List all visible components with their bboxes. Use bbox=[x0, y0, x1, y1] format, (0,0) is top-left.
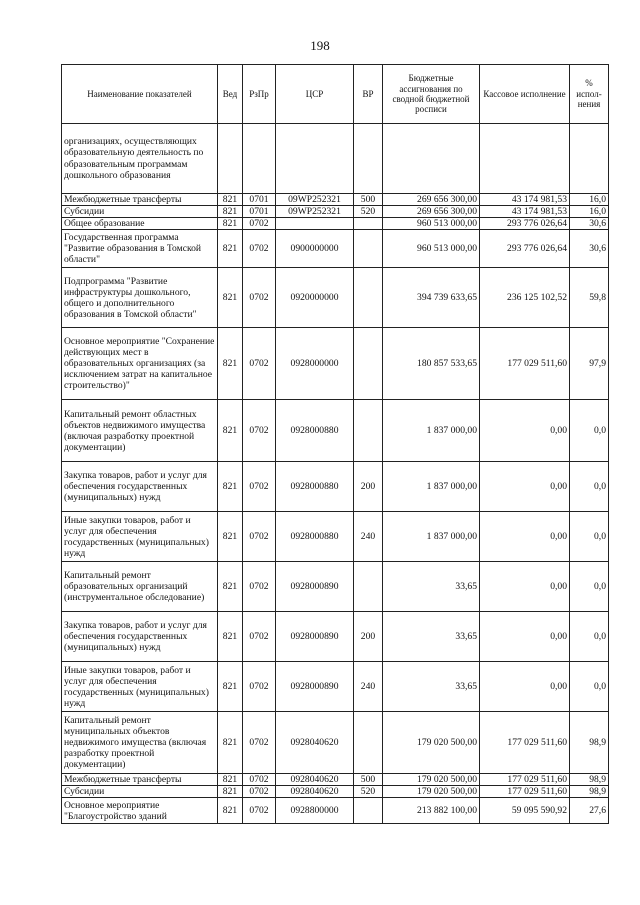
cell-cash: 293 776 026,64 bbox=[480, 230, 570, 268]
cell-csr: 0928040620 bbox=[276, 774, 354, 786]
cell-cash: 43 174 981,53 bbox=[480, 194, 570, 206]
table-body bbox=[62, 124, 609, 824]
cell-budget: 1 837 000,00 bbox=[383, 512, 480, 562]
cell-vr bbox=[354, 328, 383, 400]
cell-ved: 821 bbox=[218, 400, 243, 462]
table-row bbox=[62, 124, 609, 194]
cell-ved: 821 bbox=[218, 786, 243, 798]
cell-rzpr bbox=[243, 124, 276, 194]
cell-ved: 821 bbox=[218, 218, 243, 230]
cell-pct: 0,0 bbox=[570, 612, 609, 662]
cell-name: организациях, осуществляющих образовательную деятельность по образовательным программам дошкольного образования bbox=[62, 124, 218, 194]
cell-rzpr: 0701 bbox=[243, 194, 276, 206]
cell-budget: 179 020 500,00 bbox=[383, 774, 480, 786]
header-cash: Кассовое исполнение bbox=[480, 65, 570, 124]
cell-ved: 821 bbox=[218, 194, 243, 206]
table-row bbox=[62, 612, 609, 662]
cell-csr: 0928040620 bbox=[276, 786, 354, 798]
cell-name: Государственная программа "Развитие образования в Томской области" bbox=[62, 230, 218, 268]
cell-csr: 09WP252321 bbox=[276, 206, 354, 218]
cell-name: Капитальный ремонт муниципальных объектов недвижимого имущества (включая разработку проектной документации) bbox=[62, 712, 218, 774]
cell-csr: 0928000880 bbox=[276, 400, 354, 462]
cell-pct: 0,0 bbox=[570, 512, 609, 562]
cell-name: Субсидии bbox=[62, 786, 218, 798]
cell-budget: 960 513 000,00 bbox=[383, 230, 480, 268]
cell-ved: 821 bbox=[218, 206, 243, 218]
cell-name: Капитальный ремонт областных объектов недвижимого имущества (включая разработку проектной документации) bbox=[62, 400, 218, 462]
cell-csr: 0928000000 bbox=[276, 328, 354, 400]
table-row bbox=[62, 400, 609, 462]
cell-csr: 0928000880 bbox=[276, 462, 354, 512]
cell-budget: 33,65 bbox=[383, 612, 480, 662]
cell-vr: 500 bbox=[354, 194, 383, 206]
cell-name: Основное мероприятие "Благоустройство зданий bbox=[62, 798, 218, 824]
cell-rzpr: 0702 bbox=[243, 268, 276, 328]
cell-pct: 0,0 bbox=[570, 400, 609, 462]
budget-execution-table bbox=[61, 64, 609, 824]
table-row bbox=[62, 328, 609, 400]
cell-csr: 0900000000 bbox=[276, 230, 354, 268]
cell-cash: 177 029 511,60 bbox=[480, 328, 570, 400]
cell-ved: 821 bbox=[218, 462, 243, 512]
cell-rzpr: 0702 bbox=[243, 400, 276, 462]
cell-budget: 213 882 100,00 bbox=[383, 798, 480, 824]
cell-rzpr: 0702 bbox=[243, 712, 276, 774]
cell-pct: 30,6 bbox=[570, 218, 609, 230]
cell-budget: 269 656 300,00 bbox=[383, 206, 480, 218]
cell-csr: 0928040620 bbox=[276, 712, 354, 774]
table-row bbox=[62, 662, 609, 712]
cell-rzpr: 0702 bbox=[243, 798, 276, 824]
cell-pct: 98,9 bbox=[570, 774, 609, 786]
header-pct: % испол-нения bbox=[570, 65, 609, 124]
cell-cash: 0,00 bbox=[480, 562, 570, 612]
cell-vr bbox=[354, 268, 383, 328]
cell-pct: 59,8 bbox=[570, 268, 609, 328]
cell-budget: 180 857 533,65 bbox=[383, 328, 480, 400]
cell-cash: 43 174 981,53 bbox=[480, 206, 570, 218]
cell-budget: 269 656 300,00 bbox=[383, 194, 480, 206]
cell-cash: 0,00 bbox=[480, 512, 570, 562]
cell-cash: 177 029 511,60 bbox=[480, 712, 570, 774]
table-row bbox=[62, 206, 609, 218]
cell-rzpr: 0701 bbox=[243, 206, 276, 218]
cell-ved: 821 bbox=[218, 512, 243, 562]
cell-budget bbox=[383, 124, 480, 194]
header-vr: ВР bbox=[354, 65, 383, 124]
cell-cash: 293 776 026,64 bbox=[480, 218, 570, 230]
table-header-row bbox=[62, 65, 609, 124]
cell-vr: 200 bbox=[354, 612, 383, 662]
cell-csr bbox=[276, 124, 354, 194]
cell-budget: 33,65 bbox=[383, 562, 480, 612]
cell-name: Субсидии bbox=[62, 206, 218, 218]
table-row bbox=[62, 462, 609, 512]
table-row bbox=[62, 268, 609, 328]
cell-name: Межбюджетные трансферты bbox=[62, 194, 218, 206]
table-row bbox=[62, 218, 609, 230]
cell-vr bbox=[354, 562, 383, 612]
cell-pct: 16,0 bbox=[570, 194, 609, 206]
cell-rzpr: 0702 bbox=[243, 774, 276, 786]
table-row bbox=[62, 712, 609, 774]
table-row bbox=[62, 512, 609, 562]
cell-pct: 0,0 bbox=[570, 662, 609, 712]
table-row bbox=[62, 194, 609, 206]
cell-name: Иные закупки товаров, работ и услуг для обеспечения государственных (муниципальных) нужд bbox=[62, 662, 218, 712]
cell-cash: 177 029 511,60 bbox=[480, 774, 570, 786]
cell-budget: 179 020 500,00 bbox=[383, 712, 480, 774]
cell-name: Межбюджетные трансферты bbox=[62, 774, 218, 786]
cell-rzpr: 0702 bbox=[243, 562, 276, 612]
cell-csr: 0920000000 bbox=[276, 268, 354, 328]
cell-pct: 27,6 bbox=[570, 798, 609, 824]
cell-pct: 98,9 bbox=[570, 712, 609, 774]
cell-rzpr: 0702 bbox=[243, 328, 276, 400]
header-rzpr: РзПр bbox=[243, 65, 276, 124]
cell-rzpr: 0702 bbox=[243, 662, 276, 712]
cell-name: Подпрограмма "Развитие инфраструктуры дошкольного, общего и дополнительного образования в Томской области" bbox=[62, 268, 218, 328]
cell-csr: 09WP252321 bbox=[276, 194, 354, 206]
cell-name: Иные закупки товаров, работ и услуг для обеспечения государственных (муниципальных) нужд bbox=[62, 512, 218, 562]
cell-rzpr: 0702 bbox=[243, 512, 276, 562]
cell-vr: 240 bbox=[354, 662, 383, 712]
table-row bbox=[62, 774, 609, 786]
cell-vr: 520 bbox=[354, 786, 383, 798]
cell-pct: 16,0 bbox=[570, 206, 609, 218]
cell-vr: 500 bbox=[354, 774, 383, 786]
cell-vr bbox=[354, 712, 383, 774]
table-row bbox=[62, 798, 609, 824]
cell-budget: 1 837 000,00 bbox=[383, 462, 480, 512]
cell-ved: 821 bbox=[218, 230, 243, 268]
cell-cash: 0,00 bbox=[480, 662, 570, 712]
table-row bbox=[62, 786, 609, 798]
cell-ved bbox=[218, 124, 243, 194]
cell-ved: 821 bbox=[218, 712, 243, 774]
cell-vr: 520 bbox=[354, 206, 383, 218]
cell-pct: 97,9 bbox=[570, 328, 609, 400]
header-ved: Вед bbox=[218, 65, 243, 124]
cell-pct bbox=[570, 124, 609, 194]
cell-cash: 0,00 bbox=[480, 400, 570, 462]
cell-ved: 821 bbox=[218, 662, 243, 712]
cell-budget: 179 020 500,00 bbox=[383, 786, 480, 798]
cell-vr: 240 bbox=[354, 512, 383, 562]
cell-name: Основное мероприятие "Сохранение действующих мест в образовательных организациях (за исключением затрат на капитальное строительство)" bbox=[62, 328, 218, 400]
cell-ved: 821 bbox=[218, 774, 243, 786]
cell-ved: 821 bbox=[218, 268, 243, 328]
cell-csr: 0928800000 bbox=[276, 798, 354, 824]
cell-pct: 98,9 bbox=[570, 786, 609, 798]
cell-cash: 59 095 590,92 bbox=[480, 798, 570, 824]
cell-rzpr: 0702 bbox=[243, 612, 276, 662]
cell-csr: 0928000890 bbox=[276, 612, 354, 662]
cell-ved: 821 bbox=[218, 612, 243, 662]
cell-rzpr: 0702 bbox=[243, 786, 276, 798]
page-number: 198 bbox=[310, 38, 330, 53]
cell-csr: 0928000880 bbox=[276, 512, 354, 562]
cell-cash: 0,00 bbox=[480, 612, 570, 662]
table-row bbox=[62, 230, 609, 268]
header-name: Наименование показателей bbox=[62, 65, 218, 124]
cell-ved: 821 bbox=[218, 562, 243, 612]
cell-cash: 236 125 102,52 bbox=[480, 268, 570, 328]
cell-csr: 0928000890 bbox=[276, 562, 354, 612]
cell-ved: 821 bbox=[218, 328, 243, 400]
table-row bbox=[62, 562, 609, 612]
cell-vr: 200 bbox=[354, 462, 383, 512]
cell-rzpr: 0702 bbox=[243, 218, 276, 230]
cell-name: Закупка товаров, работ и услуг для обеспечения государственных (муниципальных) нужд bbox=[62, 462, 218, 512]
cell-cash: 177 029 511,60 bbox=[480, 786, 570, 798]
cell-name: Закупка товаров, работ и услуг для обеспечения государственных (муниципальных) нужд bbox=[62, 612, 218, 662]
cell-vr bbox=[354, 400, 383, 462]
cell-csr bbox=[276, 218, 354, 230]
header-budget: Бюджетные ассигнования по сводной бюджетной росписи bbox=[383, 65, 480, 124]
header-csr: ЦСР bbox=[276, 65, 354, 124]
cell-pct: 0,0 bbox=[570, 462, 609, 512]
cell-vr bbox=[354, 230, 383, 268]
cell-pct: 0,0 bbox=[570, 562, 609, 612]
cell-vr bbox=[354, 798, 383, 824]
cell-rzpr: 0702 bbox=[243, 230, 276, 268]
cell-vr bbox=[354, 124, 383, 194]
cell-cash bbox=[480, 124, 570, 194]
cell-vr bbox=[354, 218, 383, 230]
cell-budget: 394 739 633,65 bbox=[383, 268, 480, 328]
cell-name: Общее образование bbox=[62, 218, 218, 230]
cell-csr: 0928000890 bbox=[276, 662, 354, 712]
cell-cash: 0,00 bbox=[480, 462, 570, 512]
cell-budget: 960 513 000,00 bbox=[383, 218, 480, 230]
cell-budget: 1 837 000,00 bbox=[383, 400, 480, 462]
cell-pct: 30,6 bbox=[570, 230, 609, 268]
cell-ved: 821 bbox=[218, 798, 243, 824]
cell-name: Капитальный ремонт образовательных организаций (инструментальное обследование) bbox=[62, 562, 218, 612]
cell-rzpr: 0702 bbox=[243, 462, 276, 512]
cell-budget: 33,65 bbox=[383, 662, 480, 712]
